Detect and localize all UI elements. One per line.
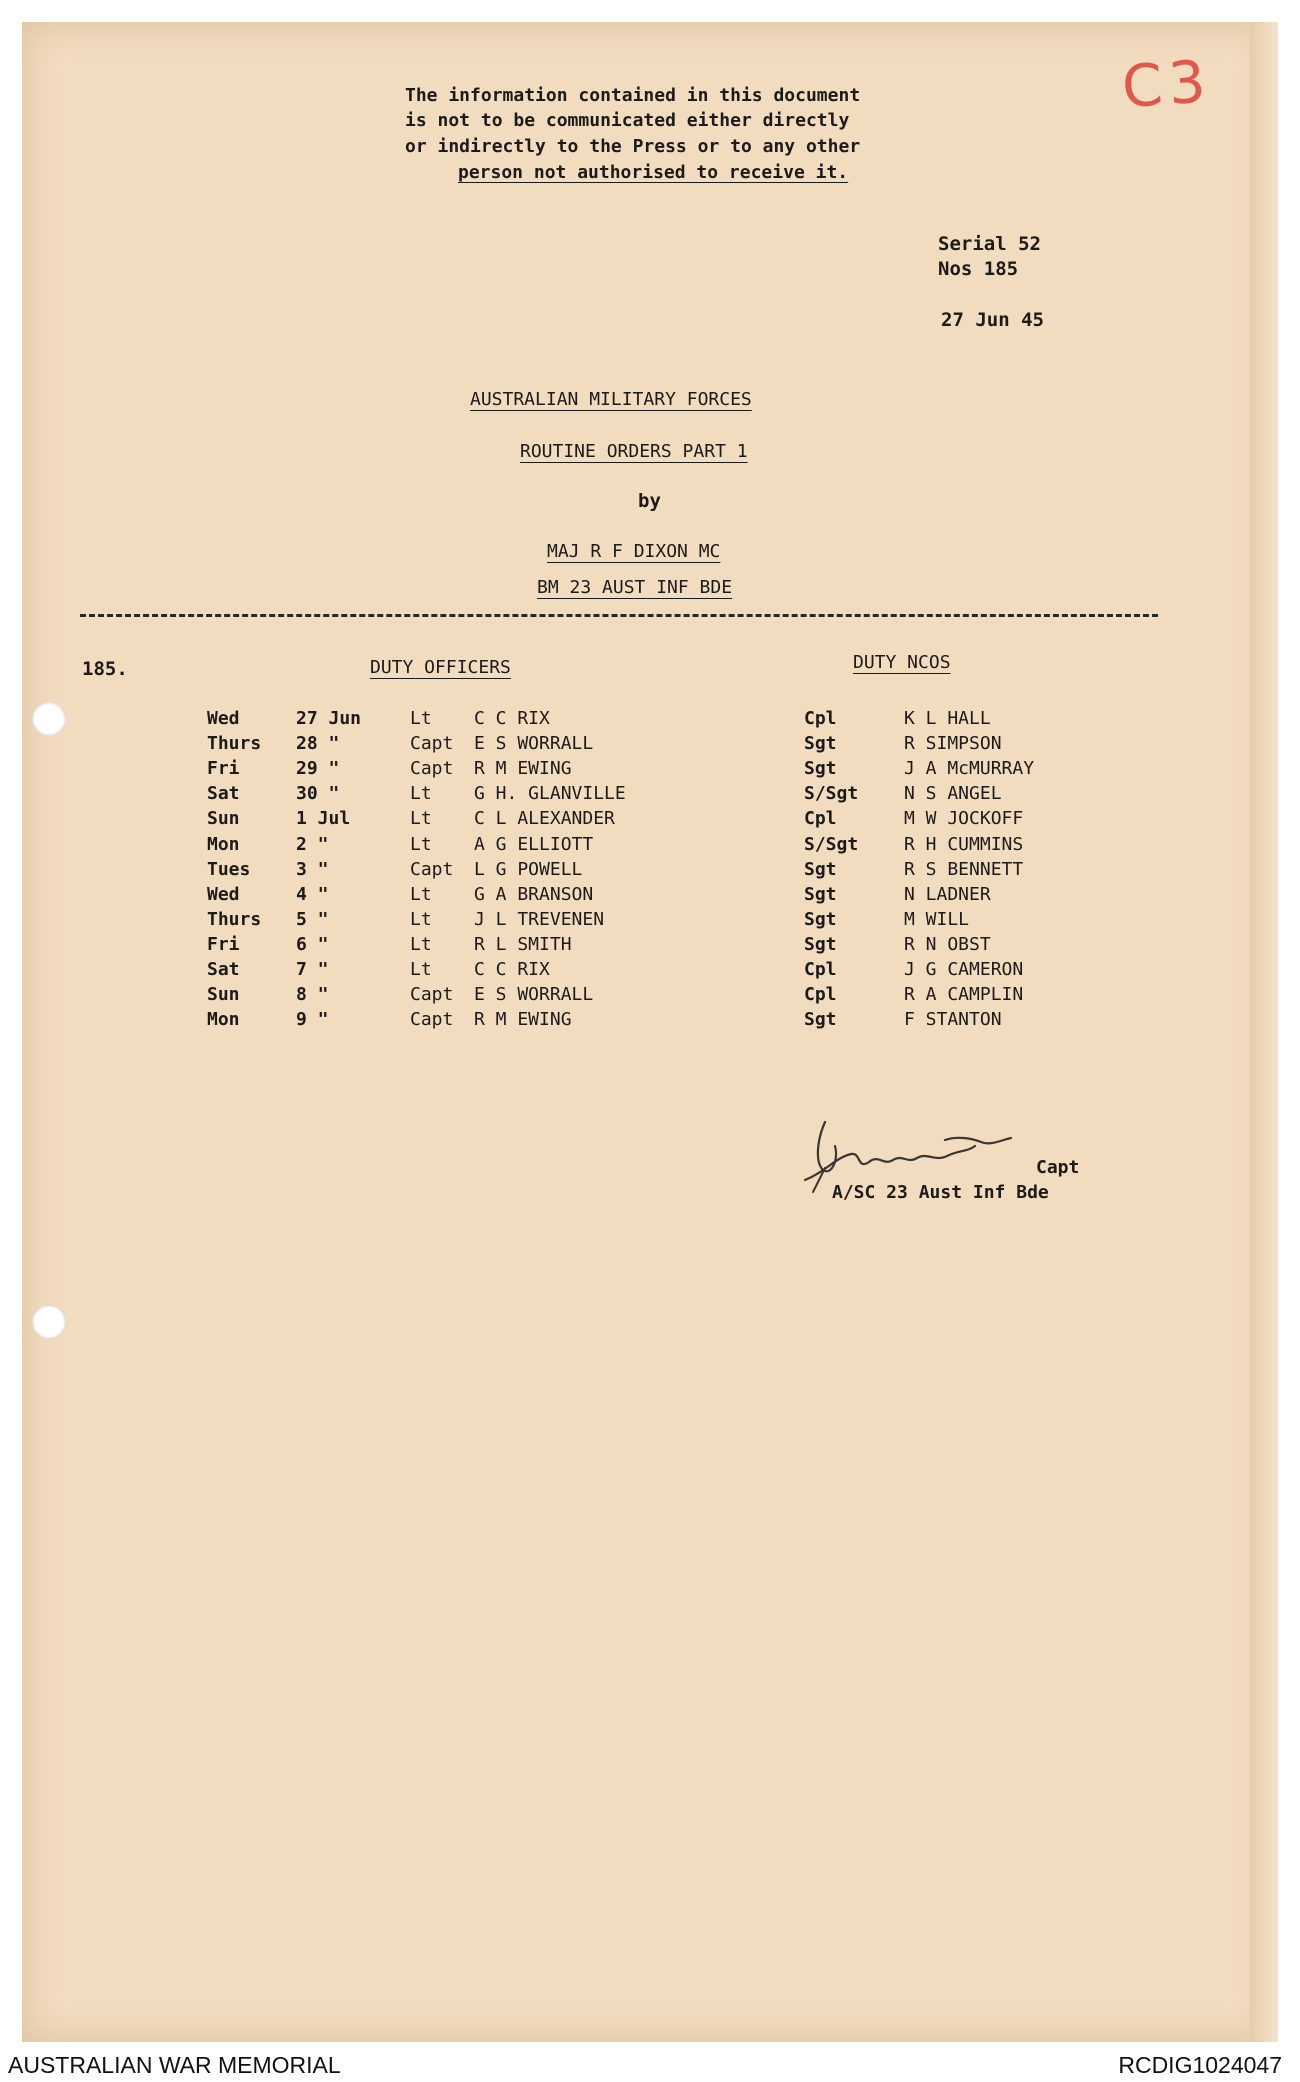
- roster-date: 2 ": [296, 833, 329, 855]
- nco-name: K L HALL: [904, 708, 991, 729]
- roster-day: Thurs: [207, 733, 262, 755]
- roster-day: Sat: [207, 783, 240, 805]
- author-name: MAJ R F DIXON MC: [547, 541, 721, 562]
- nco-rank: S/Sgt: [804, 783, 859, 805]
- warning-line-1: The information contained in this document: [405, 85, 861, 106]
- roster-row: [0, 859, 1300, 884]
- roster-day: Sat: [207, 959, 240, 980]
- roster-day: Fri: [207, 933, 240, 955]
- nco-rank: Cpl: [804, 984, 837, 1006]
- nco-rank: Sgt: [804, 858, 837, 880]
- roster-row: [0, 834, 1300, 859]
- nco-name: R N OBST: [904, 933, 991, 955]
- nco-rank: Cpl: [804, 808, 837, 830]
- nco-name: R SIMPSON: [904, 733, 1002, 755]
- nco-rank: Sgt: [804, 1009, 837, 1031]
- roster-date: 29 ": [296, 758, 340, 780]
- author-role: BM 23 AUST INF BDE: [537, 577, 733, 598]
- entry-number: 185.: [82, 658, 128, 680]
- officer-rank: Lt: [410, 883, 432, 905]
- officer-name: G H. GLANVILLE: [474, 783, 626, 805]
- officer-rank: Capt: [410, 984, 454, 1006]
- duty-officers-heading: DUTY OFFICERS: [370, 657, 511, 678]
- officer-name: C C RIX: [474, 959, 550, 980]
- signatory-appointment: A/SC 23 Aust Inf Bde: [832, 1182, 1049, 1203]
- roster-day: Thurs: [207, 908, 262, 930]
- roster-row: [0, 783, 1300, 808]
- nco-name: R H CUMMINS: [904, 833, 1024, 855]
- nco-rank: Sgt: [804, 908, 837, 930]
- officer-rank: Lt: [410, 833, 432, 855]
- roster-date: 27 Jun: [296, 708, 362, 729]
- roster-date: 4 ": [296, 883, 329, 905]
- roster-day: Wed: [207, 883, 240, 905]
- officer-name: A G ELLIOTT: [474, 833, 594, 855]
- roster-day: Sun: [207, 984, 240, 1006]
- roster-day: Sun: [207, 808, 240, 830]
- orders-title: ROUTINE ORDERS PART 1: [520, 441, 748, 462]
- serial-number: Serial 52: [938, 233, 1041, 255]
- roster-row: [0, 934, 1300, 959]
- roster-date: 9 ": [296, 1009, 329, 1031]
- officer-name: E S WORRALL: [474, 984, 594, 1006]
- officer-rank: Capt: [410, 733, 454, 755]
- nco-rank: Sgt: [804, 933, 837, 955]
- warning-line-2: is not to be communicated either directly: [405, 110, 850, 131]
- roster-row: [0, 1009, 1300, 1034]
- roster-row: [0, 884, 1300, 909]
- roster-day: Mon: [207, 833, 240, 855]
- officer-rank: Capt: [410, 858, 454, 880]
- handwritten-mark: C3: [1119, 46, 1214, 122]
- nco-rank: Cpl: [804, 959, 837, 980]
- separator-line: [80, 614, 1158, 617]
- roster-date: 1 Jul: [296, 808, 351, 830]
- nco-name: N LADNER: [904, 883, 991, 905]
- roster-day: Fri: [207, 758, 240, 780]
- officer-name: J L TREVENEN: [474, 908, 605, 930]
- nco-rank: Cpl: [804, 708, 837, 729]
- officer-name: C C RIX: [474, 708, 550, 729]
- roster-date: 7 ": [296, 959, 329, 980]
- officer-name: R M EWING: [474, 1009, 572, 1031]
- by-label: by: [638, 490, 661, 512]
- officer-rank: Lt: [410, 783, 432, 805]
- officer-name: C L ALEXANDER: [474, 808, 615, 830]
- officer-rank: Capt: [410, 1009, 454, 1031]
- nco-name: F STANTON: [904, 1009, 1002, 1031]
- nco-name: J A McMURRAY: [904, 758, 1035, 780]
- org-heading: AUSTRALIAN MILITARY FORCES: [470, 389, 752, 410]
- nco-rank: Sgt: [804, 733, 837, 755]
- document-date: 27 Jun 45: [941, 309, 1044, 331]
- warning-line-3: or indirectly to the Press or to any other: [405, 136, 861, 157]
- roster-day: Mon: [207, 1009, 240, 1031]
- nco-rank: Sgt: [804, 758, 837, 780]
- signatory-rank: Capt: [1036, 1157, 1080, 1178]
- warning-line-4: person not authorised to receive it.: [458, 162, 849, 183]
- roster-row: [0, 909, 1300, 934]
- nco-rank: Sgt: [804, 883, 837, 905]
- nco-name: M WILL: [904, 908, 970, 930]
- officer-rank: Lt: [410, 959, 432, 980]
- officer-rank: Lt: [410, 708, 432, 729]
- punch-hole: [32, 1305, 66, 1339]
- officer-rank: Lt: [410, 933, 432, 955]
- nco-name: J G CAMERON: [904, 959, 1024, 980]
- roster-row: [0, 708, 1300, 733]
- roster-row: [0, 758, 1300, 783]
- nco-name: R S BENNETT: [904, 858, 1024, 880]
- roster-date: 8 ": [296, 984, 329, 1006]
- roster-date: 30 ": [296, 783, 340, 805]
- officer-name: L G POWELL: [474, 858, 583, 880]
- roster-date: 3 ": [296, 858, 329, 880]
- roster-date: 5 ": [296, 908, 329, 930]
- roster-date: 28 ": [296, 733, 340, 755]
- roster-day: Tues: [207, 858, 251, 880]
- officer-name: G A BRANSON: [474, 883, 594, 905]
- officer-rank: Capt: [410, 758, 454, 780]
- roster-row: [0, 984, 1300, 1009]
- roster-row: [0, 733, 1300, 758]
- nos-number: Nos 185: [938, 258, 1019, 280]
- nco-name: M W JOCKOFF: [904, 808, 1024, 830]
- officer-rank: Lt: [410, 908, 432, 930]
- nco-rank: S/Sgt: [804, 833, 859, 855]
- officer-name: R L SMITH: [474, 933, 572, 955]
- roster-row: [0, 808, 1300, 833]
- officer-rank: Lt: [410, 808, 432, 830]
- duty-ncos-heading: DUTY NCOS: [853, 652, 951, 673]
- roster-date: 6 ": [296, 933, 329, 955]
- roster-row: [0, 959, 1300, 984]
- footer-source: AUSTRALIAN WAR MEMORIAL: [8, 2052, 341, 2078]
- roster-day: Wed: [207, 708, 240, 729]
- officer-name: E S WORRALL: [474, 733, 594, 755]
- officer-name: R M EWING: [474, 758, 572, 780]
- nco-name: N S ANGEL: [904, 783, 1002, 805]
- nco-name: R A CAMPLIN: [904, 984, 1024, 1006]
- footer-id: RCDIG1024047: [1118, 2052, 1282, 2078]
